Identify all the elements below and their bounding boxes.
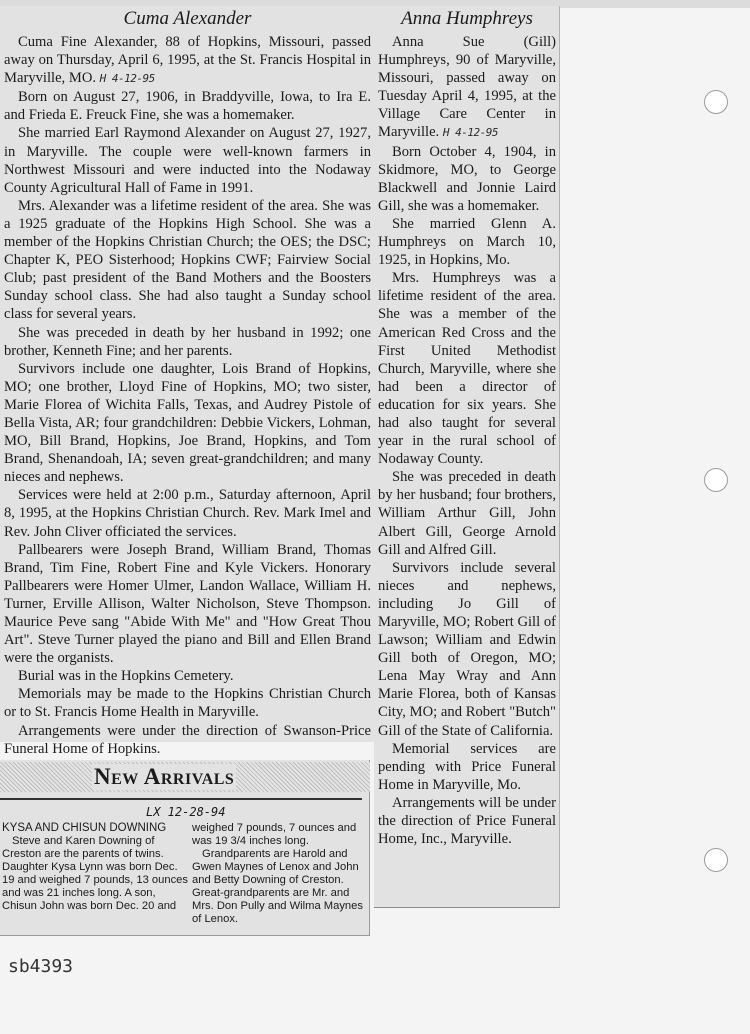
- binder-hole-bottom: [704, 848, 728, 872]
- obituary-paragraph: She was preceded in death by her husband; four brothers, William Arthur Gill, John Albert Gill, George Arnold Gill and Alfred Gill.: [378, 469, 556, 558]
- obituary-paragraph: She married Earl Raymond Alexander on August 27, 1927, in Maryville. The couple were well-known farmers in Northwest Missouri and were inducted into the Nodaway County Agricultural Hall of Fame in 1991.: [4, 125, 371, 196]
- article-text: weighed 7 pounds, 7 ounces and was 19 3/4 inches long.: [192, 822, 357, 847]
- article-text: Grandparents are Harold and Gwen Maynes of Lenox and John and Betty Downing of Creston. Great-grandparents are Mr. and Mrs. Don Pully and Wilma Maynes of Lenox.: [192, 848, 363, 925]
- binder-hole-top: [704, 90, 728, 114]
- obituary-paragraph: Survivors include several nieces and nephews, including Jo Gill of Maryville, MO; Robert Gill of Lawson; William and Edwin Gill both of Oregon, MO; Lena May Wray and Ann Marie Florea, both of Kansas City, MO; and Robert "Butch" Gill of the State of California.: [378, 559, 556, 739]
- obituary-paragraph: Survivors include one daughter, Lois Brand of Hopkins, MO; one brother, Lloyd Fine of Hopkins, MO; two sister, Marie Florea of Wichita Falls, Texas, and Audrey Pistole of Bella Vista, AR; four grandchildren: Debbie Vickers, Lohman, MO, Bill Brand, Hopkins, Joe Brand, Hopkins, and Tom Brand, Shenandoah, IA; seven great-grandchildren; and many nieces and nephews.: [4, 360, 371, 486]
- obituary-paragraph: Memorials may be made to the Hopkins Christian Church or to St. Francis Home Health in Maryville.: [4, 686, 371, 721]
- obituary-paragraph: Anna Sue (Gill) Humphreys, 90 of Maryville, Missouri, passed away on Tuesday April 4, 1995, at the Village Care Center in Maryville. H 4-12-95: [378, 34, 556, 141]
- handwritten-margin-note: sb4393: [8, 956, 74, 977]
- obituary-paragraph: Memorial services are pending with Price Funeral Home in Maryville, Mo.: [378, 740, 556, 793]
- binder-hole-middle: [704, 468, 728, 492]
- obituary-title: Cuma Alexander: [123, 8, 252, 29]
- handwritten-date: H 4-12-95: [99, 72, 155, 86]
- divider: [0, 798, 362, 800]
- obituary-paragraph: Arrangements will be under the direction of Price Funeral Home, Inc., Maryville.: [378, 794, 556, 848]
- obituary-paragraph: Mrs. Alexander was a lifetime resident of the area. She was a 1925 graduate of the Hopkins High School. She was a member of the Hopkins Christian Church; the OES; the DSC; Chapter K, PEO Sisterhood; Hopkins CWF; Fairview Social Club; past president of the Band Mothers and the Boosters Sunday school class. She had also taught a Sunday school class for several years.: [4, 197, 371, 323]
- obituary-paragraph: She married Glenn A. Humphreys on March 10, 1925, in Hopkins, Mo.: [378, 215, 556, 269]
- obituary-paragraph: Born October 4, 1904, in Skidmore, MO, to George Blackwell and Jonnie Laird Gill, she was a homemaker.: [378, 143, 556, 214]
- obituary-paragraph: Born on August 27, 1906, in Braddyville, Iowa, to Ira E. and Frieda E. Freuck Fine, she was a homemaker.: [4, 89, 371, 124]
- article-text: Steve and Karen Downing of Creston are the parents of twins. Daughter Kysa Lynn was born Dec. 19 and weighed 7 pounds, 13 ounces and was 21 inches long. A son, Chisun John was born Dec. 20 and: [2, 835, 188, 912]
- handwritten-date: LX 12-28-94: [146, 805, 226, 819]
- article-column-right: [192, 822, 364, 926]
- obituary-paragraph: Burial was in the Hopkins Cemetery.: [18, 668, 234, 685]
- obituary-paragraph: Pallbearers were Joseph Brand, William Brand, Thomas Brand, Tim Fine, Robert Fine and Kyle Vickers. Honorary Pallbearers were Homer Ulmer, Landon Wallace, William H. Turner, Erville Allison, Walter Nicholson, Steve Thompson. Maurice Peve sang "Abide With Me" and "How Great Thou Art". Steve Turner played the piano and Bill and Ellen Brand were the organists.: [4, 541, 371, 667]
- obituary-paragraph: Services were held at 2:00 p.m., Saturday afternoon, April 8, 1995, at the Hopkins Christian Church. Rev. Mark Imel and Rev. John Cliver officiated the services.: [4, 487, 371, 540]
- article-heading: KYSA AND CHISUN DOWNING: [2, 822, 167, 834]
- article-column-left: [2, 822, 188, 913]
- obituary-paragraph: Mrs. Humphreys was a lifetime resident of the area. She was a member of the American Red Cross and the First United Methodist Church, Maryville, where she had been a director of education for six years. She had also taught for several year in the rural school of Nodaway County.: [378, 270, 556, 468]
- handwritten-date: H 4-12-95: [442, 126, 498, 140]
- obituary-cuma-alexander: [0, 6, 376, 757]
- obituary-paragraph: Cuma Fine Alexander, 88 of Hopkins, Missouri, passed away on Thursday, April 6, 1995, at the St. Francis Hospital in Maryville, MO. H 4-12-95: [4, 34, 371, 87]
- obituary-paragraph: Arrangements were under the direction of Swanson-Price Funeral Home of Hopkins.: [4, 722, 371, 757]
- section-title: New Arrivals: [94, 764, 235, 789]
- new-arrivals-clipping: [0, 760, 370, 936]
- obituary-paragraph: She was preceded in death by her husband in 1992; one brother, Kenneth Fine; and her parents.: [4, 324, 371, 359]
- obituary-title: Anna Humphreys: [401, 8, 533, 29]
- obituary-anna-humphreys: [374, 6, 560, 908]
